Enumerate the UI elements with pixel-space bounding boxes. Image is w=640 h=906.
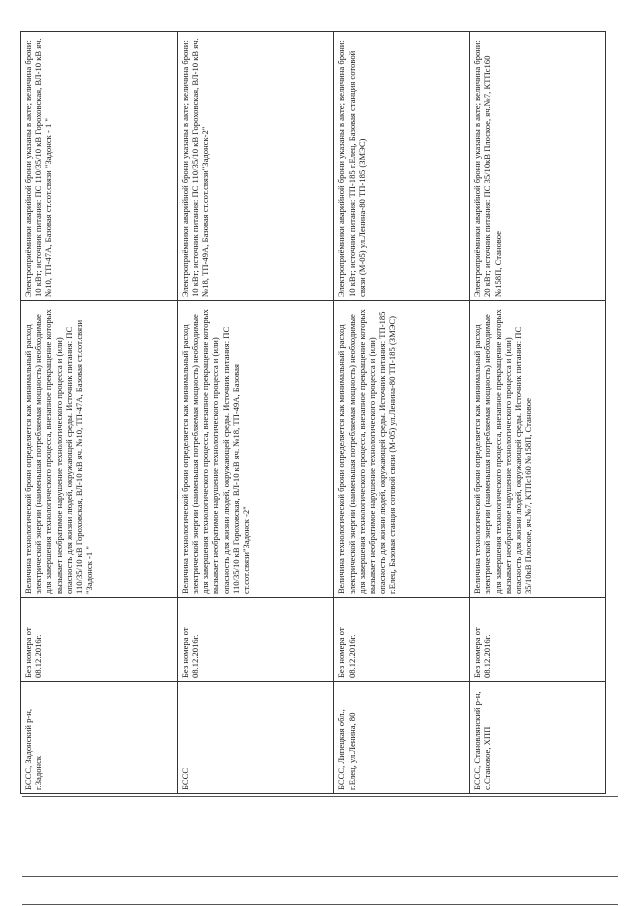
data-table xyxy=(20,31,606,794)
supp-text: Электроприёмники аварийной брони указаны в акте; величина брони: 10 кВт; источник питания: ПС 110/35/10 кВ Гороховская, ВЛ-10 кВ яч. №18, ТП-49А, Базовая ст.сот.связи"Задонск-2" xyxy=(179,38,211,297)
supp-cell xyxy=(177,32,334,301)
desc-cell xyxy=(177,301,334,598)
desc-cell xyxy=(470,301,606,598)
desc-cell xyxy=(21,301,178,598)
desc-cell xyxy=(334,301,470,598)
rotated-page xyxy=(20,32,606,794)
doc-cell xyxy=(470,598,606,682)
supp-text: Электроприёмники аварийной брони указаны в акте; величина брони: 10 кВт; источник питания: ПС 110/35/10 кВ Гороховская, ВЛ-10 кВ яч. №10, ТП-47А, Базовая ст.сот.связи "Задонск - 1 " xyxy=(23,38,54,297)
table-row xyxy=(21,32,178,794)
doc-text: Без номера от 08.12.2016г. xyxy=(472,627,493,678)
doc-text: Без номера от 08.12.2016г. xyxy=(23,627,44,678)
supp-text: Электроприёмники аварийной брони указаны в акте; величина брони: 10 кВт; источник питания: ТП-185 г.Елец, Базовая станция сотовой связи (М-05) ул.Ленина-80 ТП-185 (ЗМЭС) xyxy=(336,40,367,297)
supp-cell xyxy=(470,32,606,301)
footer-rule xyxy=(22,796,618,797)
desc-text: Величина технологической брони определяется как минимальный расход электрической энергии (наименьшая потребляемая мощность) необходимые для завершения технологического процесса, внезапное прекращение которых вызывает необратимое нарушение технологического процесса и (или) опасность для жизни людей, окружающей среды. Источник питания: ПС 110/35/10 кВ Гороховская, ВЛ-10 кВ яч. №18, ТП-49А, Базовая ст.сот.связи"Задонск -2" xyxy=(179,309,251,594)
org-text: БССС, Задонский р-н, г.Задонск xyxy=(23,709,44,790)
org-cell xyxy=(177,682,334,794)
footer-rule xyxy=(22,904,618,905)
org-text: БССС, Становлянский р-н, с.Становое, ХПП xyxy=(472,691,493,790)
org-text: БССС, Липецкая обл., г.Елец, ул.Ленина, 80 xyxy=(336,709,357,790)
doc-text: Без номера от 08.12.2016г. xyxy=(179,627,200,678)
footer-rule xyxy=(22,876,618,877)
table-row xyxy=(177,32,334,794)
desc-text: Величина технологической брони определяется как минимальный расход электрической энергии (наименьшая потребляемая мощность) необходимые для завершения технологического процесса, внезапное прекращение которых вызывает необратимое нарушение технологического процесса и (или) опасность для жизни людей, окружающей среды. Источник питания: ПС 110/35/10 кВ Гороховская, ВЛ-10 кВ яч. №10, ТП-47А, Базовая ст.сот.связи "Задонск -1 " xyxy=(23,309,95,594)
doc-text: Без номера от 08.12.2016г. xyxy=(336,627,357,678)
table-row xyxy=(470,32,606,794)
doc-cell xyxy=(334,598,470,682)
desc-text: Величина технологической брони определяется как минимальный расход электрической энергии (наименьшая потребляемая мощность) необходимые для завершения технологического процесса, внезапное прекращение которых вызывает необратимое нарушение технологического процесса и (или) опасность для жизни людей, окружающей среды. Источник питания: ПС 35/10кВ Плоское, яч.№7, КТПс160 №158П, Становое xyxy=(472,309,534,594)
org-cell xyxy=(21,682,178,794)
desc-text: Величина технологической брони определяется как минимальный расход электрической энергии (наименьшая потребляемая мощность) необходимые для завершения технологического процесса, внезапное прекращение которых вызывает необратимое нарушение технологического процесса и (или) опасность для жизни людей, окружающей среды. Источник питания: ТП-185 г.Елец, Базовая станция сотовой связи (М-05) ул.Ленина-80 ТП-185 (ЗМЭС) xyxy=(336,309,398,594)
doc-cell xyxy=(21,598,178,682)
supp-cell xyxy=(334,32,470,301)
supp-cell xyxy=(21,32,178,301)
supp-text: Электроприёмники аварийной брони указаны в акте; величина брони: 20 кВт; источник питания: ПС 35/10кВ Плоское, яч.№7, КТПс160 №158П, Становое xyxy=(472,40,503,297)
doc-cell xyxy=(177,598,334,682)
org-cell xyxy=(334,682,470,794)
table-row xyxy=(334,32,470,794)
org-cell xyxy=(470,682,606,794)
org-text: БССС xyxy=(179,767,190,790)
